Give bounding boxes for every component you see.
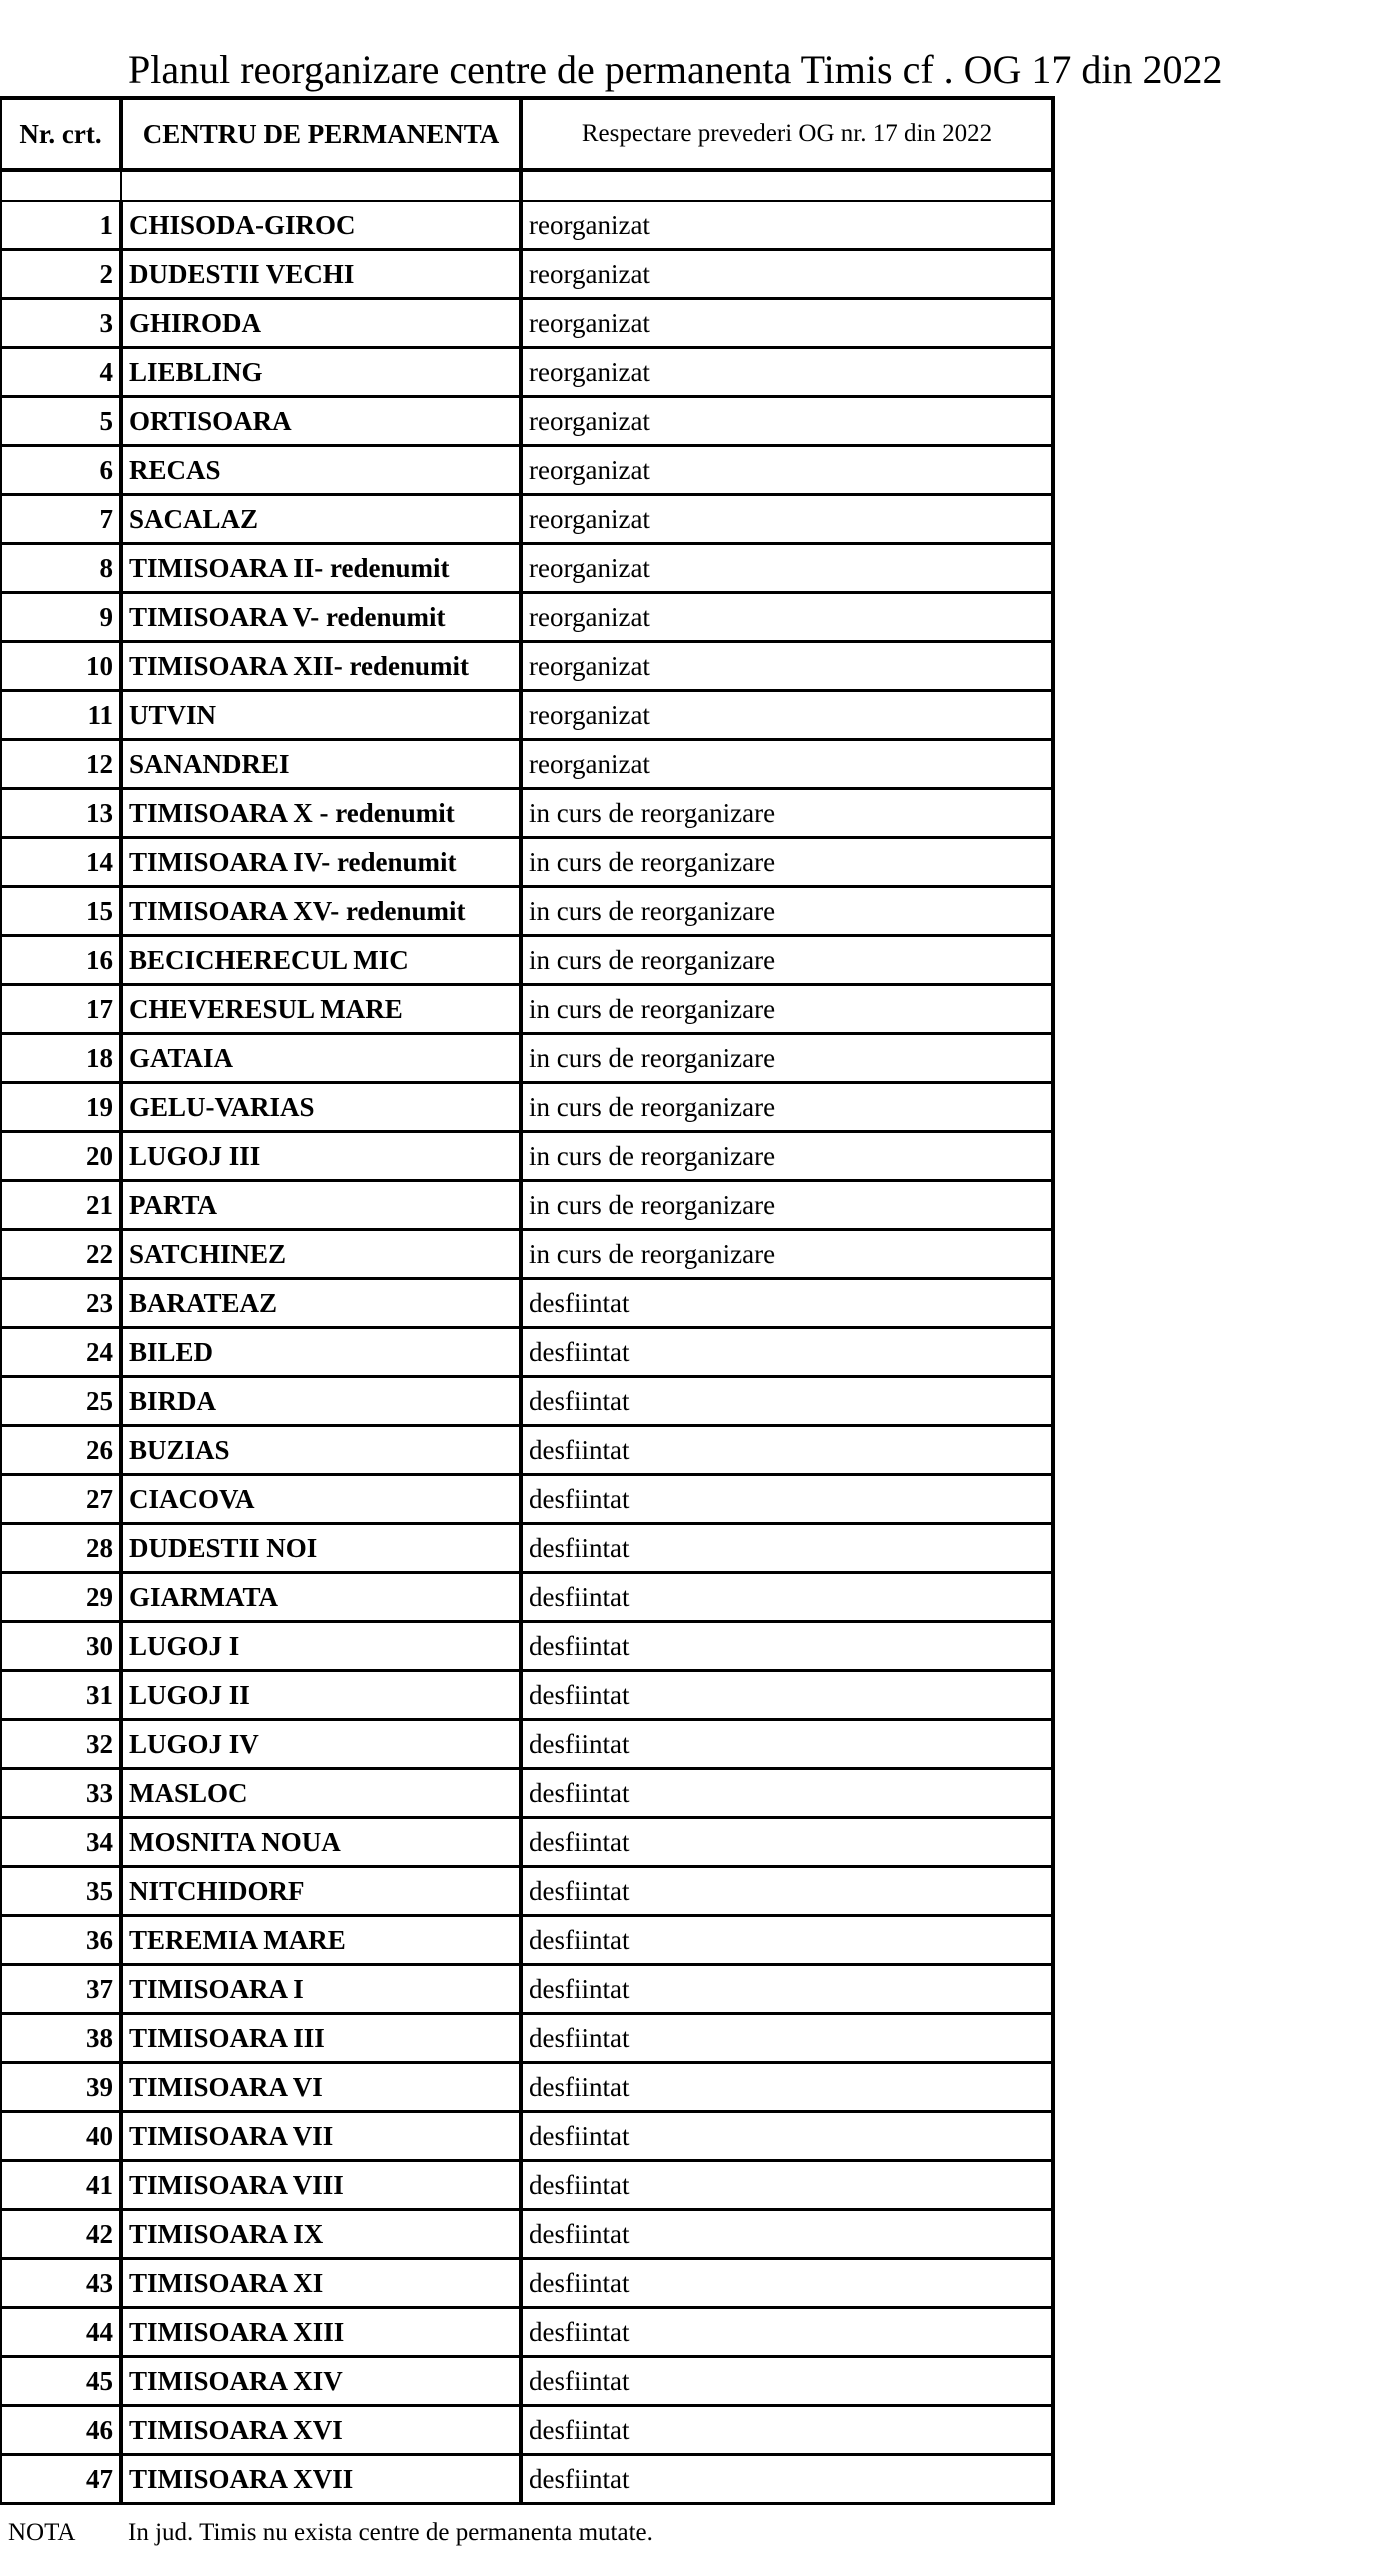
status-cell: desfiintat [521, 1573, 1053, 1622]
status-cell: in curs de reorganizare [521, 789, 1053, 838]
table-row [1, 691, 1053, 740]
row-number: 21 [1, 1181, 121, 1230]
status-cell: desfiintat [521, 2210, 1053, 2259]
table-row [1, 887, 1053, 936]
table-row [1, 201, 1053, 250]
status-cell: desfiintat [521, 2406, 1053, 2455]
table-row [1, 1671, 1053, 1720]
row-number: 12 [1, 740, 121, 789]
center-name: BARATEAZ [121, 1279, 521, 1328]
table-row [1, 936, 1053, 985]
status-cell: reorganizat [521, 544, 1053, 593]
center-name: MASLOC [121, 1769, 521, 1818]
row-number: 44 [1, 2308, 121, 2357]
status-cell: in curs de reorganizare [521, 887, 1053, 936]
spacer-cell [121, 170, 521, 201]
table-row [1, 1475, 1053, 1524]
table-row [1, 2112, 1053, 2161]
row-number: 33 [1, 1769, 121, 1818]
table-row [1, 2455, 1053, 2504]
center-name: BILED [121, 1328, 521, 1377]
header-nr-crt: Nr. crt. [1, 98, 121, 170]
table-row [1, 2210, 1053, 2259]
row-number: 34 [1, 1818, 121, 1867]
row-number: 26 [1, 1426, 121, 1475]
table-row [1, 1377, 1053, 1426]
status-cell: in curs de reorganizare [521, 838, 1053, 887]
row-number: 9 [1, 593, 121, 642]
table-row [1, 1622, 1053, 1671]
center-name: CHEVERESUL MARE [121, 985, 521, 1034]
center-name: SANANDREI [121, 740, 521, 789]
centers-table [0, 96, 1055, 2505]
center-name: TIMISOARA X - redenumit [121, 789, 521, 838]
table-row [1, 348, 1053, 397]
status-cell: desfiintat [521, 2112, 1053, 2161]
status-cell: desfiintat [521, 2014, 1053, 2063]
row-number: 1 [1, 201, 121, 250]
status-cell: reorganizat [521, 691, 1053, 740]
status-cell: reorganizat [521, 593, 1053, 642]
row-number: 42 [1, 2210, 121, 2259]
row-number: 15 [1, 887, 121, 936]
row-number: 38 [1, 2014, 121, 2063]
center-name: TIMISOARA XII- redenumit [121, 642, 521, 691]
center-name: TIMISOARA XV- redenumit [121, 887, 521, 936]
status-cell: reorganizat [521, 642, 1053, 691]
row-number: 11 [1, 691, 121, 740]
center-name: LUGOJ IV [121, 1720, 521, 1769]
table-row [1, 1083, 1053, 1132]
status-cell: in curs de reorganizare [521, 1132, 1053, 1181]
table-row [1, 2406, 1053, 2455]
table-row [1, 544, 1053, 593]
status-cell: desfiintat [521, 2455, 1053, 2504]
header-centru: CENTRU DE PERMANENTA [121, 98, 521, 170]
table-row [1, 299, 1053, 348]
center-name: TIMISOARA XVII [121, 2455, 521, 2504]
center-name: RECAS [121, 446, 521, 495]
row-number: 46 [1, 2406, 121, 2455]
table-row [1, 2357, 1053, 2406]
status-cell: desfiintat [521, 1720, 1053, 1769]
status-cell: reorganizat [521, 740, 1053, 789]
center-name: ORTISOARA [121, 397, 521, 446]
center-name: TIMISOARA IX [121, 2210, 521, 2259]
status-cell: reorganizat [521, 299, 1053, 348]
row-number: 20 [1, 1132, 121, 1181]
row-number: 4 [1, 348, 121, 397]
status-cell: desfiintat [521, 1867, 1053, 1916]
center-name: TIMISOARA VIII [121, 2161, 521, 2210]
row-number: 13 [1, 789, 121, 838]
center-name: TIMISOARA XIII [121, 2308, 521, 2357]
status-cell: desfiintat [521, 2357, 1053, 2406]
row-number: 10 [1, 642, 121, 691]
table-row [1, 1328, 1053, 1377]
status-cell: desfiintat [521, 1818, 1053, 1867]
row-number: 31 [1, 1671, 121, 1720]
table-row [1, 1720, 1053, 1769]
center-name: TIMISOARA II- redenumit [121, 544, 521, 593]
status-cell: desfiintat [521, 1916, 1053, 1965]
table-row [1, 250, 1053, 299]
row-number: 14 [1, 838, 121, 887]
status-cell: in curs de reorganizare [521, 985, 1053, 1034]
status-cell: reorganizat [521, 446, 1053, 495]
center-name: LUGOJ I [121, 1622, 521, 1671]
status-cell: desfiintat [521, 1328, 1053, 1377]
center-name: BECICHERECUL MIC [121, 936, 521, 985]
center-name: TIMISOARA XI [121, 2259, 521, 2308]
table-row [1, 2014, 1053, 2063]
status-cell: desfiintat [521, 1279, 1053, 1328]
table-row [1, 1132, 1053, 1181]
table-row [1, 446, 1053, 495]
row-number: 25 [1, 1377, 121, 1426]
row-number: 7 [1, 495, 121, 544]
status-cell: reorganizat [521, 348, 1053, 397]
center-name: TIMISOARA XIV [121, 2357, 521, 2406]
row-number: 36 [1, 1916, 121, 1965]
center-name: DUDESTII NOI [121, 1524, 521, 1573]
status-cell: reorganizat [521, 201, 1053, 250]
table-row [1, 1279, 1053, 1328]
status-cell: desfiintat [521, 1769, 1053, 1818]
table-row [1, 789, 1053, 838]
status-cell: desfiintat [521, 1965, 1053, 2014]
center-name: BUZIAS [121, 1426, 521, 1475]
row-number: 30 [1, 1622, 121, 1671]
table-row [1, 1573, 1053, 1622]
table-row [1, 397, 1053, 446]
status-cell: desfiintat [521, 1622, 1053, 1671]
table-row [1, 1965, 1053, 2014]
row-number: 45 [1, 2357, 121, 2406]
center-name: TIMISOARA VI [121, 2063, 521, 2112]
table-row [1, 2161, 1053, 2210]
row-number: 29 [1, 1573, 121, 1622]
center-name: CIACOVA [121, 1475, 521, 1524]
row-number: 3 [1, 299, 121, 348]
center-name: GIARMATA [121, 1573, 521, 1622]
center-name: GATAIA [121, 1034, 521, 1083]
center-name: CHISODA-GIROC [121, 201, 521, 250]
center-name: PARTA [121, 1181, 521, 1230]
row-number: 35 [1, 1867, 121, 1916]
status-cell: desfiintat [521, 1377, 1053, 1426]
row-number: 6 [1, 446, 121, 495]
center-name: NITCHIDORF [121, 1867, 521, 1916]
status-cell: desfiintat [521, 2161, 1053, 2210]
center-name: LUGOJ III [121, 1132, 521, 1181]
spacer-cell [521, 170, 1053, 201]
spacer-row [1, 170, 1053, 201]
center-name: GELU-VARIAS [121, 1083, 521, 1132]
note [8, 2518, 653, 2548]
row-number: 41 [1, 2161, 121, 2210]
status-cell: desfiintat [521, 1524, 1053, 1573]
table-row [1, 2308, 1053, 2357]
row-number: 8 [1, 544, 121, 593]
row-number: 40 [1, 2112, 121, 2161]
note-label: NOTA [8, 2519, 76, 2546]
row-number: 43 [1, 2259, 121, 2308]
page-title: Planul reorganizare centre de permanenta Timis cf . OG 17 din 2022 [128, 47, 1223, 92]
status-cell: desfiintat [521, 1475, 1053, 1524]
table-row [1, 1426, 1053, 1475]
row-number: 47 [1, 2455, 121, 2504]
table-row [1, 2259, 1053, 2308]
status-cell: in curs de reorganizare [521, 1181, 1053, 1230]
center-name: SACALAZ [121, 495, 521, 544]
status-cell: reorganizat [521, 397, 1053, 446]
table-row [1, 2063, 1053, 2112]
row-number: 23 [1, 1279, 121, 1328]
center-name: GHIRODA [121, 299, 521, 348]
table-row [1, 642, 1053, 691]
center-name: TEREMIA MARE [121, 1916, 521, 1965]
table-row [1, 985, 1053, 1034]
row-number: 16 [1, 936, 121, 985]
table-body [1, 201, 1053, 2504]
table-row [1, 1916, 1053, 1965]
status-cell: in curs de reorganizare [521, 1034, 1053, 1083]
spacer-cell [1, 170, 121, 201]
row-number: 18 [1, 1034, 121, 1083]
status-cell: desfiintat [521, 1671, 1053, 1720]
center-name: TIMISOARA V- redenumit [121, 593, 521, 642]
header-respectare: Respectare prevederi OG nr. 17 din 2022 [521, 98, 1053, 170]
row-number: 19 [1, 1083, 121, 1132]
status-cell: in curs de reorganizare [521, 936, 1053, 985]
center-name: MOSNITA NOUA [121, 1818, 521, 1867]
table-row [1, 1867, 1053, 1916]
table-header [1, 98, 1053, 170]
status-cell: desfiintat [521, 1426, 1053, 1475]
row-number: 37 [1, 1965, 121, 2014]
table-row [1, 593, 1053, 642]
center-name: LUGOJ II [121, 1671, 521, 1720]
center-name: TIMISOARA XVI [121, 2406, 521, 2455]
center-name: DUDESTII VECHI [121, 250, 521, 299]
table-row [1, 1818, 1053, 1867]
center-name: LIEBLING [121, 348, 521, 397]
table-row [1, 1181, 1053, 1230]
row-number: 17 [1, 985, 121, 1034]
center-name: UTVIN [121, 691, 521, 740]
table-row [1, 1230, 1053, 1279]
center-name: SATCHINEZ [121, 1230, 521, 1279]
table-row [1, 495, 1053, 544]
status-cell: reorganizat [521, 250, 1053, 299]
note-text: In jud. Timis nu exista centre de permanenta mutate. [128, 2519, 653, 2546]
row-number: 2 [1, 250, 121, 299]
row-number: 32 [1, 1720, 121, 1769]
status-cell: reorganizat [521, 495, 1053, 544]
center-name: TIMISOARA I [121, 1965, 521, 2014]
row-number: 22 [1, 1230, 121, 1279]
row-number: 24 [1, 1328, 121, 1377]
status-cell: desfiintat [521, 2259, 1053, 2308]
table-row [1, 740, 1053, 789]
table-row [1, 1769, 1053, 1818]
row-number: 28 [1, 1524, 121, 1573]
table-row [1, 838, 1053, 887]
status-cell: in curs de reorganizare [521, 1083, 1053, 1132]
row-number: 39 [1, 2063, 121, 2112]
center-name: TIMISOARA VII [121, 2112, 521, 2161]
center-name: TIMISOARA IV- redenumit [121, 838, 521, 887]
table-spacer [1, 170, 1053, 201]
center-name: TIMISOARA III [121, 2014, 521, 2063]
table-row [1, 1524, 1053, 1573]
status-cell: desfiintat [521, 2063, 1053, 2112]
status-cell: desfiintat [521, 2308, 1053, 2357]
status-cell: in curs de reorganizare [521, 1230, 1053, 1279]
header-row [1, 98, 1053, 170]
row-number: 27 [1, 1475, 121, 1524]
center-name: BIRDA [121, 1377, 521, 1426]
row-number: 5 [1, 397, 121, 446]
table-row [1, 1034, 1053, 1083]
